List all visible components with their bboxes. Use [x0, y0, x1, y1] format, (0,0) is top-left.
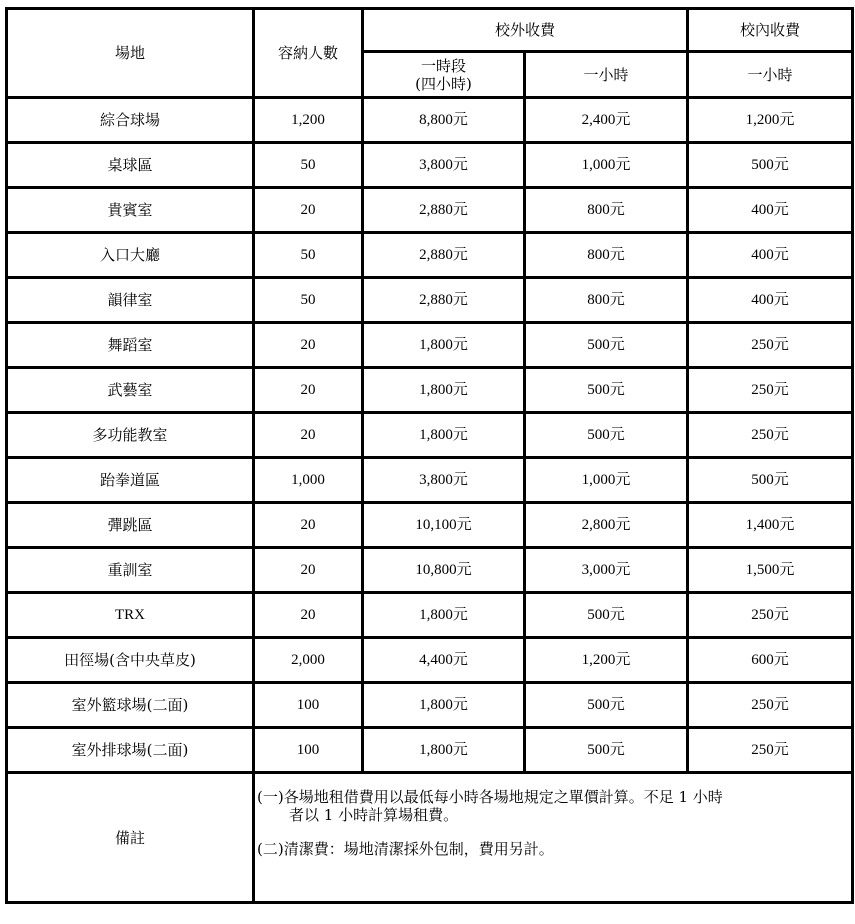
- hour-fee-inside-cell: 250元: [688, 413, 853, 458]
- session-fee-cell: 1,800元: [363, 683, 525, 728]
- hour-fee-inside-cell: 600元: [688, 638, 853, 683]
- capacity-cell: 1,000: [254, 458, 363, 503]
- header-outside-fee: 校外收費: [363, 9, 688, 52]
- venue-cell: TRX: [7, 593, 254, 638]
- venue-fee-table: [5, 7, 854, 904]
- capacity-cell: 20: [254, 368, 363, 413]
- session-fee-cell: 1,800元: [363, 368, 525, 413]
- hour-fee-outside-cell: 1,200元: [525, 638, 688, 683]
- hour-fee-outside-cell: 500元: [525, 683, 688, 728]
- session-fee-cell: 2,880元: [363, 233, 525, 278]
- remark-item-1: [255, 788, 851, 824]
- capacity-cell: 50: [254, 143, 363, 188]
- venue-cell: 彈跳區: [7, 503, 254, 548]
- header-one-hour-inside: 一小時: [688, 52, 853, 98]
- venue-cell: 綜合球場: [7, 98, 254, 143]
- hour-fee-inside-cell: 1,500元: [688, 548, 853, 593]
- capacity-cell: 100: [254, 728, 363, 773]
- table-row: [7, 143, 853, 188]
- session-fee-cell: 10,800元: [363, 548, 525, 593]
- capacity-cell: 20: [254, 323, 363, 368]
- venue-cell: 入口大廳: [7, 233, 254, 278]
- capacity-cell: 20: [254, 503, 363, 548]
- table-row: [7, 323, 853, 368]
- remark-item-2: (二)清潔費：場地清潔採外包制，費用另計。: [257, 840, 554, 858]
- hour-fee-inside-cell: 1,400元: [688, 503, 853, 548]
- hour-fee-inside-cell: 500元: [688, 458, 853, 503]
- hour-fee-outside-cell: 500元: [525, 728, 688, 773]
- header-venue: 場地: [7, 9, 254, 98]
- header-session: [363, 52, 525, 98]
- session-fee-cell: 3,800元: [363, 143, 525, 188]
- capacity-cell: 20: [254, 548, 363, 593]
- remarks-label: 備註: [7, 773, 254, 903]
- hour-fee-outside-cell: 2,400元: [525, 98, 688, 143]
- hour-fee-inside-cell: 250元: [688, 728, 853, 773]
- hour-fee-outside-cell: 500元: [525, 368, 688, 413]
- table-row: [7, 188, 853, 233]
- capacity-cell: 20: [254, 188, 363, 233]
- session-fee-cell: 10,100元: [363, 503, 525, 548]
- capacity-cell: 50: [254, 233, 363, 278]
- session-fee-cell: 4,400元: [363, 638, 525, 683]
- hour-fee-outside-cell: 500元: [525, 593, 688, 638]
- table-row: [7, 548, 853, 593]
- hour-fee-inside-cell: 500元: [688, 143, 853, 188]
- session-fee-cell: 3,800元: [363, 458, 525, 503]
- hour-fee-outside-cell: 1,000元: [525, 458, 688, 503]
- header-row-1: [7, 9, 853, 52]
- remark-item-1-line1: (一)各場地租借費用以最低每小時各場地規定之單價計算。不足 1 小時: [257, 788, 723, 806]
- table-row: [7, 368, 853, 413]
- venue-cell: 舞蹈室: [7, 323, 254, 368]
- hour-fee-outside-cell: 500元: [525, 413, 688, 458]
- venue-cell: 貴賓室: [7, 188, 254, 233]
- table-row: [7, 683, 853, 728]
- session-fee-cell: 2,880元: [363, 188, 525, 233]
- venue-cell: 跆拳道區: [7, 458, 254, 503]
- hour-fee-outside-cell: 800元: [525, 278, 688, 323]
- hour-fee-inside-cell: 250元: [688, 323, 853, 368]
- header-session-line2: (四小時): [415, 74, 472, 93]
- session-fee-cell: 1,800元: [363, 413, 525, 458]
- header-inside-fee: 校內收費: [688, 9, 853, 52]
- header-session-line1: 一時段: [420, 56, 466, 75]
- venue-cell: 重訓室: [7, 548, 254, 593]
- capacity-cell: 2,000: [254, 638, 363, 683]
- table-row: [7, 728, 853, 773]
- capacity-cell: 20: [254, 413, 363, 458]
- venue-cell: 田徑場(含中央草皮): [7, 638, 254, 683]
- table-row: [7, 638, 853, 683]
- hour-fee-inside-cell: 400元: [688, 188, 853, 233]
- table-row: [7, 98, 853, 143]
- header-capacity: 容納人數: [254, 9, 363, 98]
- capacity-cell: 20: [254, 593, 363, 638]
- capacity-cell: 100: [254, 683, 363, 728]
- venue-cell: 桌球區: [7, 143, 254, 188]
- venue-cell: 室外排球場(二面): [7, 728, 254, 773]
- remarks-row: [7, 773, 853, 903]
- table-row: [7, 458, 853, 503]
- hour-fee-outside-cell: 800元: [525, 233, 688, 278]
- remarks-content: [254, 773, 853, 903]
- hour-fee-outside-cell: 3,000元: [525, 548, 688, 593]
- hour-fee-inside-cell: 1,200元: [688, 98, 853, 143]
- session-fee-cell: 8,800元: [363, 98, 525, 143]
- table-row: [7, 503, 853, 548]
- hour-fee-inside-cell: 400元: [688, 278, 853, 323]
- hour-fee-inside-cell: 250元: [688, 593, 853, 638]
- table-row: [7, 233, 853, 278]
- venue-cell: 韻律室: [7, 278, 254, 323]
- header-one-hour-outside: 一小時: [525, 52, 688, 98]
- session-fee-cell: 1,800元: [363, 323, 525, 368]
- hour-fee-outside-cell: 500元: [525, 323, 688, 368]
- table-row: [7, 278, 853, 323]
- table-row: [7, 593, 853, 638]
- capacity-cell: 1,200: [254, 98, 363, 143]
- hour-fee-inside-cell: 250元: [688, 368, 853, 413]
- venue-cell: 多功能教室: [7, 413, 254, 458]
- hour-fee-inside-cell: 250元: [688, 683, 853, 728]
- hour-fee-outside-cell: 800元: [525, 188, 688, 233]
- hour-fee-outside-cell: 1,000元: [525, 143, 688, 188]
- table-row: [7, 413, 853, 458]
- session-fee-cell: 1,800元: [363, 593, 525, 638]
- venue-cell: 武藝室: [7, 368, 254, 413]
- hour-fee-outside-cell: 2,800元: [525, 503, 688, 548]
- remark-item-1-line2: 者以 1 小時計算場租費。: [289, 806, 459, 824]
- venue-cell: 室外籃球場(二面): [7, 683, 254, 728]
- session-fee-cell: 1,800元: [363, 728, 525, 773]
- session-fee-cell: 2,880元: [363, 278, 525, 323]
- capacity-cell: 50: [254, 278, 363, 323]
- hour-fee-inside-cell: 400元: [688, 233, 853, 278]
